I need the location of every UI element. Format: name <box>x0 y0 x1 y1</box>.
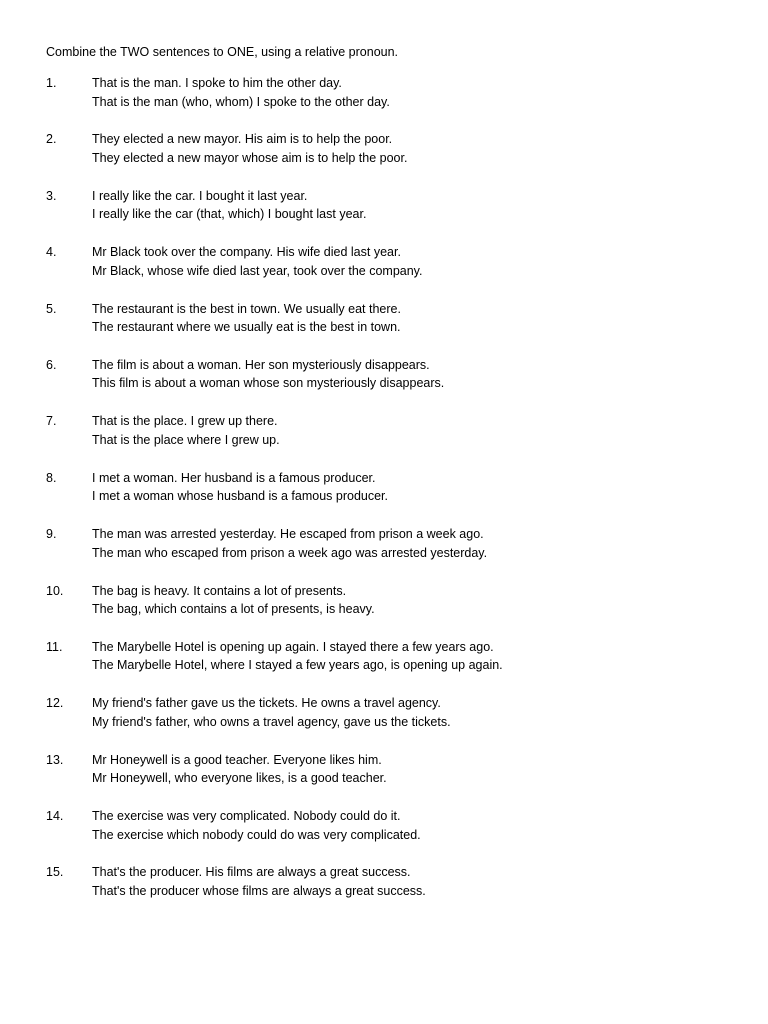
item-number: 14. <box>46 809 64 824</box>
exercise-item-13 <box>46 751 736 807</box>
item-number: 11. <box>46 639 63 654</box>
item-number: 10. <box>46 583 64 598</box>
item-lines <box>92 751 387 788</box>
original-sentences: The film is about a woman. Her son mysteriously disappears. <box>92 357 430 372</box>
original-sentences: I really like the car. I bought it last year. <box>92 188 308 203</box>
exercise-item-7 <box>46 412 736 468</box>
original-sentences: They elected a new mayor. His aim is to help the poor. <box>92 132 393 147</box>
combined-sentence: The restaurant where we usually eat is the best in town. <box>92 320 401 335</box>
combined-sentence: I met a woman whose husband is a famous producer. <box>92 489 388 504</box>
item-lines <box>92 863 426 900</box>
item-lines <box>92 243 422 280</box>
combined-sentence: They elected a new mayor whose aim is to help the poor. <box>92 150 408 165</box>
exercise-item-6 <box>46 356 736 412</box>
combined-sentence: The exercise which nobody could do was very complicated. <box>92 827 421 842</box>
combined-sentence: That is the place where I grew up. <box>92 432 280 447</box>
original-sentences: That is the place. I grew up there. <box>92 414 278 429</box>
combined-sentence: That's the producer whose films are always a great success. <box>92 883 426 898</box>
exercise-list <box>46 74 736 920</box>
combined-sentence: Mr Honeywell, who everyone likes, is a good teacher. <box>92 771 387 786</box>
combined-sentence: That is the man (who, whom) I spoke to the other day. <box>92 94 390 109</box>
combined-sentence: The man who escaped from prison a week ago was arrested yesterday. <box>92 545 488 560</box>
item-lines <box>92 638 503 675</box>
item-number: 8. <box>46 470 57 485</box>
item-lines <box>92 694 451 731</box>
original-sentences: The Marybelle Hotel is opening up again. I stayed there a few years ago. <box>92 639 494 654</box>
item-lines <box>92 130 407 167</box>
item-lines <box>92 582 375 619</box>
exercise-item-5 <box>46 300 736 356</box>
exercise-item-3 <box>46 187 736 243</box>
combined-sentence: My friend's father, who owns a travel agency, gave us the tickets. <box>92 714 451 729</box>
item-lines <box>92 356 444 393</box>
combined-sentence: The Marybelle Hotel, where I stayed a few years ago, is opening up again. <box>92 658 503 673</box>
item-lines <box>92 187 366 224</box>
exercise-item-8 <box>46 469 736 525</box>
item-number: 3. <box>46 188 57 203</box>
item-number: 7. <box>46 414 57 429</box>
item-number: 6. <box>46 357 57 372</box>
exercise-item-10 <box>46 582 736 638</box>
exercise-item-14 <box>46 807 736 863</box>
exercise-item-4 <box>46 243 736 299</box>
item-number: 2. <box>46 132 57 147</box>
item-number: 5. <box>46 301 57 316</box>
original-sentences: The man was arrested yesterday. He escaped from prison a week ago. <box>92 527 484 542</box>
original-sentences: Mr Black took over the company. His wife died last year. <box>92 245 401 260</box>
instruction-text: Combine the TWO sentences to ONE, using a relative pronoun. <box>46 45 399 59</box>
exercise-item-11 <box>46 638 736 694</box>
item-number: 1. <box>46 76 57 90</box>
combined-sentence: Mr Black, whose wife died last year, took over the company. <box>92 263 423 278</box>
item-lines <box>92 469 388 506</box>
item-number: 15. <box>46 865 64 880</box>
combined-sentence: The bag, which contains a lot of presents, is heavy. <box>92 602 375 617</box>
exercise-item-1 <box>46 74 736 130</box>
original-sentences: I met a woman. Her husband is a famous producer. <box>92 470 376 485</box>
item-lines <box>92 807 421 844</box>
original-sentences: That is the man. I spoke to him the other day. <box>92 76 342 90</box>
item-lines <box>92 412 280 449</box>
item-lines <box>92 74 390 111</box>
exercise-item-2 <box>46 130 736 186</box>
original-sentences: Mr Honeywell is a good teacher. Everyone likes him. <box>92 752 382 767</box>
original-sentences: The restaurant is the best in town. We usually eat there. <box>92 301 401 316</box>
item-lines <box>92 300 401 337</box>
original-sentences: That's the producer. His films are always a great success. <box>92 865 411 880</box>
combined-sentence: I really like the car (that, which) I bought last year. <box>92 207 367 222</box>
item-number: 9. <box>46 527 57 542</box>
combined-sentence: This film is about a woman whose son mysteriously disappears. <box>92 376 445 391</box>
exercise-item-9 <box>46 525 736 581</box>
exercise-item-15 <box>46 863 736 919</box>
item-number: 4. <box>46 245 57 260</box>
original-sentences: The bag is heavy. It contains a lot of presents. <box>92 583 347 598</box>
item-number: 13. <box>46 752 64 767</box>
original-sentences: The exercise was very complicated. Nobody could do it. <box>92 809 401 824</box>
item-lines <box>92 525 487 562</box>
original-sentences: My friend's father gave us the tickets. He owns a travel agency. <box>92 696 441 711</box>
exercise-item-12 <box>46 694 736 750</box>
item-number: 12. <box>46 696 64 711</box>
